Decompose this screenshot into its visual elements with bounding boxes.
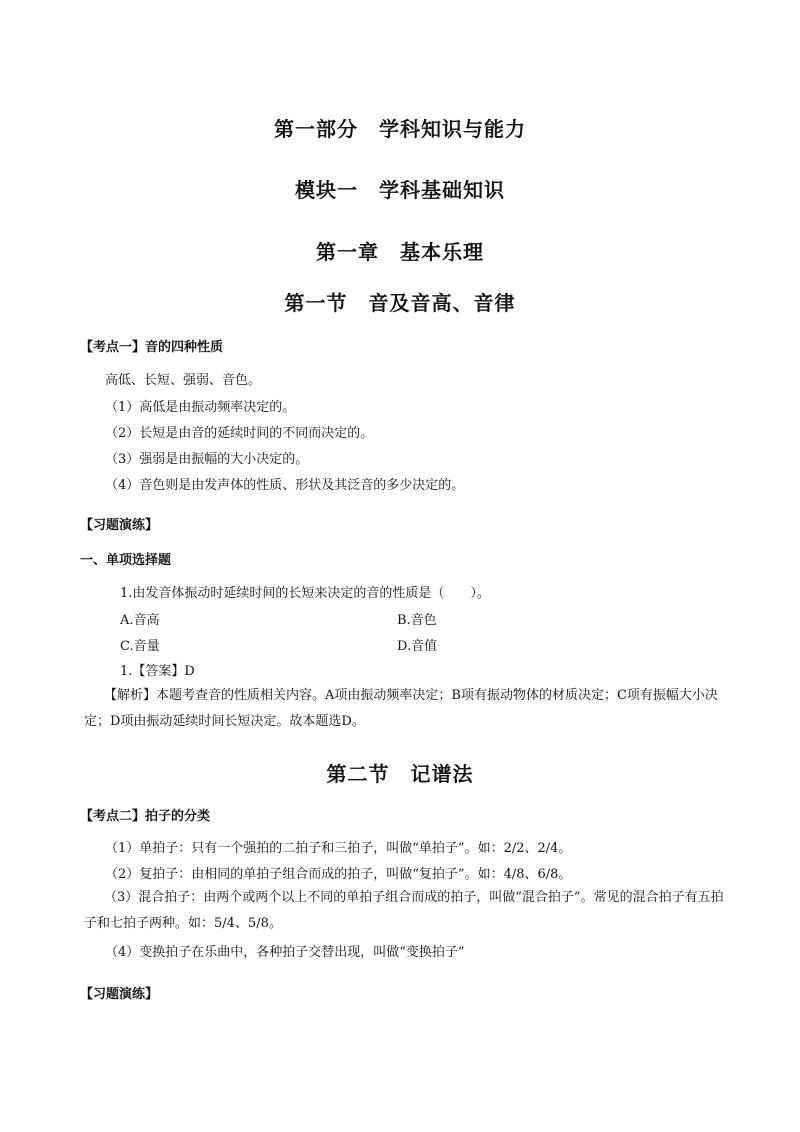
kaodian1-line-4: （4）音色则是由发声体的性质、形状及其泛音的多少决定的。 xyxy=(105,478,465,493)
option-c: C.音量 xyxy=(120,639,160,654)
part-heading: 第一部分 学科知识与能力 xyxy=(274,117,526,141)
kaodian2-item-4: （4）变换拍子在乐曲中，各种拍子交替出现，叫做“变换拍子” xyxy=(105,945,465,960)
answer-line: 1.【答案】D xyxy=(120,664,195,679)
module-heading: 模块一 学科基础知识 xyxy=(295,178,505,202)
option-d: D.音值 xyxy=(397,639,438,654)
kaodian1-line-3: （3）强弱是由振幅的大小决定的。 xyxy=(105,452,309,467)
question-text: 1.由发音体振动时延续时间的长短来决定的音的性质是（ ）。 xyxy=(120,586,490,601)
kaodian1-title: 【考点一】音的四种性质 xyxy=(80,340,224,355)
practice1-subtitle: 一、单项选择题 xyxy=(80,553,172,568)
chapter-heading: 第一章 基本乐理 xyxy=(316,240,484,264)
kaodian1-line-0: 高低、长短、强弱、音色。 xyxy=(105,373,262,388)
practice2-title: 【习题演练】 xyxy=(80,987,159,1002)
kaodian2-item-2: （2）复拍子：由相同的单拍子组合而成的拍子，叫做“复拍子”。如：4/8、6/8。 xyxy=(105,867,572,882)
section1-heading: 第一节 音及音高、音律 xyxy=(284,291,516,315)
kaodian1-line-2: （2）长短是由音的延续时间的不同而决定的。 xyxy=(105,426,374,441)
kaodian2-item-3: （3）混合拍子：由两个或两个以上不同的单拍子组合而成的拍子，叫做“混合拍子”。常见的混合拍子有五拍子和七拍子两种。如：5/4、5/8。 xyxy=(84,890,724,931)
option-a: A.音高 xyxy=(120,613,160,628)
section2-heading: 第二节 记谱法 xyxy=(326,762,474,786)
kaodian2-item-1: （1）单拍子：只有一个强拍的二拍子和三拍子，叫做“单拍子”。如：2/2、2/4。 xyxy=(105,841,572,856)
practice1-title: 【习题演练】 xyxy=(80,518,159,533)
option-b: B.音色 xyxy=(397,613,437,628)
analysis-paragraph: 【解析】本题考查音的性质相关内容。A项由振动频率决定；B项有振动物体的材质决定；C项有振幅大小决定；D项由振动延续时间长短决定。故本题选D。 xyxy=(84,688,718,729)
kaodian1-line-1: （1）高低是由振动频率决定的。 xyxy=(105,400,296,415)
kaodian2-title: 【考点二】拍子的分类 xyxy=(80,809,211,824)
